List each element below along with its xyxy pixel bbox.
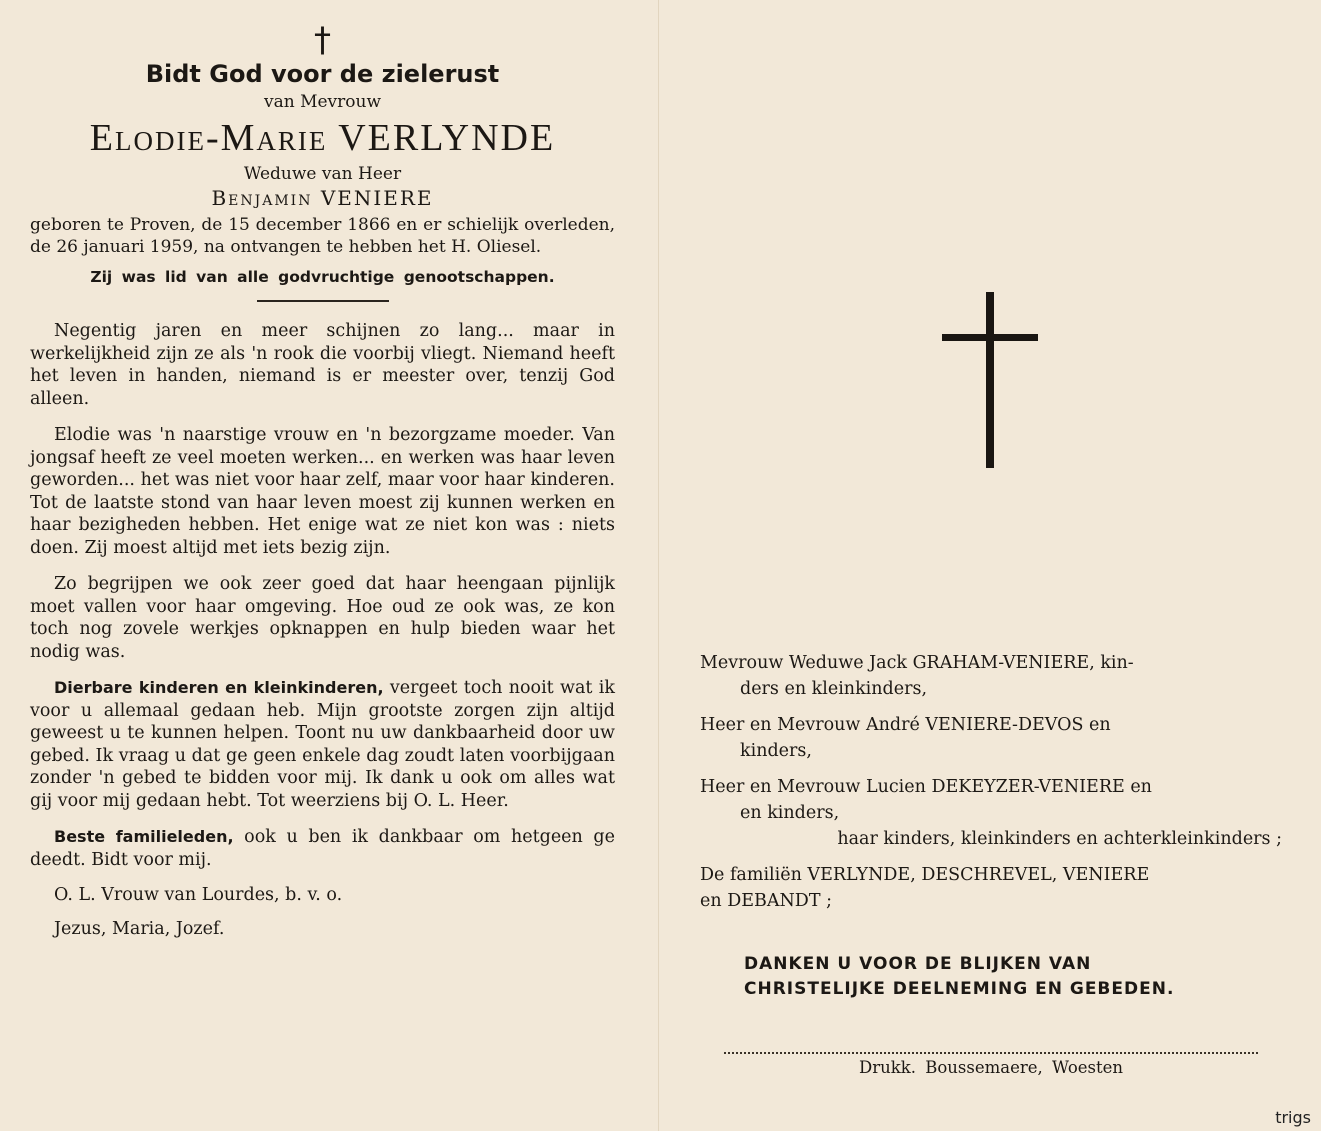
- paragraph: Negentig jaren en meer schijnen zo lang... maar in werkelijkheid zijn ze als 'n rook die voorbij vliegt. Niemand heeft het leven in handen, niemand is er meester over, tenzij God alleen.: [30, 321, 615, 409]
- mourners-list: [700, 650, 1282, 924]
- van-mevrouw: van Mevrouw: [263, 92, 382, 112]
- paragraph: Zo begrijpen we ook zeer goed dat haar heengaan pijnlijk moet vallen voor haar omgeving. Hoe oud ze ook was, ze kon toch nog zovele werkjes opknappen en hulp bieden waar het nodig was.: [30, 574, 615, 662]
- deceased-name: Elodie-Marie VERLYNDE: [89, 117, 556, 159]
- prayer-heading: Bidt God voor de zielerust: [145, 60, 500, 88]
- birth-death-text: geboren te Proven, de 15 december 1866 en er schielijk overleden, de 26 januari 1959, na ontvangen te hebben het H. Oliesel.: [30, 215, 615, 257]
- printer-credit: Drukk. Boussemaere, Woesten: [858, 1058, 1124, 1077]
- membership-text: Zij was lid van alle godvruchtige genootschappen.: [90, 268, 555, 286]
- left-panel: [30, 22, 615, 939]
- mourner-entry: haar kinders, kleinkinders en achterkleinkinders ;: [837, 829, 1282, 849]
- invocation-lourdes: O. L. Vrouw van Lourdes, b. v. o.: [54, 885, 343, 905]
- mourner-entry: De familiën VERLYNDE, DESCHREVEL, VENIERE en DEBANDT ;: [700, 865, 1150, 911]
- husband-name: Benjamin VENIERE: [211, 186, 434, 210]
- small-cross-icon: †: [314, 20, 331, 60]
- large-cross-icon: [942, 292, 1038, 468]
- dotted-divider: [724, 1052, 1258, 1054]
- paragraph-family: Beste familieleden, ook u ben ik dankbaar om hetgeen ge deedt. Bidt voor mij.: [30, 827, 615, 870]
- thanks-text: DANKEN U VOOR DE BLIJKEN VAN CHRISTELIJKE DEELNEMING EN GEBEDEN.: [744, 954, 1175, 999]
- paragraph-children: Dierbare kinderen en kleinkinderen, vergeet toch nooit wat ik voor u allemaal gedaan heb. Mijn grootste zorgen zijn altijd geweest u te kunnen helpen. Toont nu uw dankbaarheid door uw gebed. Ik vraag u dat ge geen enkele dag zoudt laten voorbijgaan zonder 'n gebed te bidden voor mij. Ik dank u ook om alles wat gij voor mij gedaan hebt. Tot weerziens bij O. L. Heer.: [30, 678, 615, 811]
- invocation-holy-family: Jezus, Maria, Jozef.: [54, 919, 225, 939]
- widow-of: Weduwe van Heer: [243, 164, 402, 184]
- watermark: trigs: [1275, 1108, 1311, 1127]
- fold-line: [658, 0, 659, 1131]
- mourner-entry: Mevrouw Weduwe Jack GRAHAM-VENIERE, kin- ders en kleinkinders,: [700, 653, 1134, 699]
- mourner-entry: Heer en Mevrouw Lucien DEKEYZER-VENIERE en en kinders,: [700, 777, 1152, 823]
- paragraph: Elodie was 'n naarstige vrouw en 'n bezorgzame moeder. Van jongsaf heeft ze veel moeten werken... en werken was haar leven geworden... het was niet voor haar zelf, maar voor haar kinderen. Tot de laatste stond van haar leven moest zij kunnen werken en haar bezigheden hebben. Het enige wat ze niet kon was : niets doen. Zij moest altijd met iets bezig zijn.: [30, 425, 615, 558]
- divider: [257, 300, 389, 302]
- mourner-entry: Heer en Mevrouw André VENIERE-DEVOS en kinders,: [700, 715, 1111, 761]
